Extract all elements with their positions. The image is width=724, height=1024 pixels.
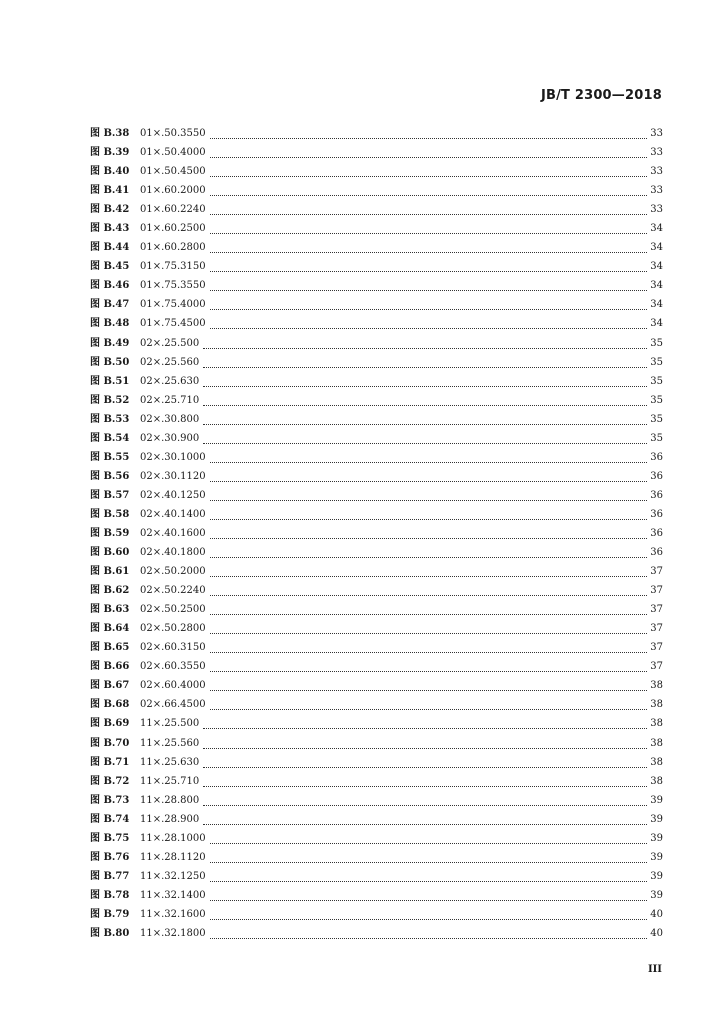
dot-leader (210, 170, 647, 177)
dot-leader (203, 761, 647, 768)
toc-entry[interactable] (90, 791, 663, 810)
page-ref: 35 (650, 356, 663, 368)
table-of-figures (90, 124, 663, 943)
toc-entry[interactable] (90, 410, 663, 429)
page-ref: 36 (650, 470, 663, 482)
toc-entry[interactable] (90, 562, 663, 581)
dot-leader (210, 570, 647, 577)
page-ref: 33 (650, 166, 663, 178)
dot-leader (210, 456, 647, 463)
toc-entry[interactable] (90, 772, 663, 791)
toc-entry[interactable] (90, 276, 663, 295)
toc-entry[interactable] (90, 753, 663, 772)
figure-label: 图 B.65 (90, 642, 130, 654)
figure-label: 图 B.80 (90, 927, 130, 939)
page-ref: 38 (650, 718, 663, 730)
page-ref: 37 (650, 661, 663, 673)
page-ref: 38 (650, 699, 663, 711)
figure-label: 图 B.43 (90, 223, 130, 235)
toc-entry[interactable] (90, 657, 663, 676)
page-ref: 34 (650, 318, 663, 330)
page-ref: 33 (650, 128, 663, 139)
page-ref: 39 (650, 832, 663, 844)
dot-leader (203, 418, 647, 425)
page-ref: 35 (650, 375, 663, 387)
toc-entry[interactable] (90, 695, 663, 714)
figure-label: 图 B.46 (90, 280, 130, 292)
figure-label: 图 B.61 (90, 566, 130, 578)
page-ref: 39 (650, 851, 663, 863)
dot-leader (210, 227, 647, 234)
figure-code: 02×.25.630 (140, 375, 200, 387)
toc-entry[interactable] (90, 886, 663, 905)
figure-label: 图 B.47 (90, 299, 130, 311)
page-ref: 34 (650, 242, 663, 254)
figure-code: 01×.75.3150 (140, 261, 206, 273)
page-ref: 36 (650, 527, 663, 539)
dot-leader (210, 551, 647, 558)
dot-leader (210, 151, 647, 158)
figure-label: 图 B.69 (90, 718, 130, 730)
figure-code: 02×.40.1250 (140, 489, 206, 501)
figure-label: 图 B.41 (90, 185, 130, 197)
dot-leader (210, 875, 647, 882)
page-ref: 36 (650, 489, 663, 501)
dot-leader (203, 437, 647, 444)
dot-leader (210, 303, 647, 310)
figure-label: 图 B.56 (90, 470, 130, 482)
figure-code: 02×.40.1400 (140, 508, 206, 520)
toc-entry[interactable] (90, 924, 663, 943)
page-ref: 35 (650, 394, 663, 406)
toc-entry[interactable] (90, 619, 663, 638)
figure-label: 图 B.52 (90, 394, 130, 406)
figure-label: 图 B.64 (90, 623, 130, 635)
page-ref: 36 (650, 451, 663, 463)
dot-leader (210, 513, 647, 520)
document-number: JB/T 2300—2018 (540, 88, 662, 103)
figure-code: 11×.28.800 (140, 794, 200, 806)
dot-leader (210, 608, 647, 615)
dot-leader (210, 265, 647, 272)
page-ref: 40 (650, 927, 663, 939)
figure-code: 01×.50.4000 (140, 147, 206, 159)
toc-entry[interactable] (90, 810, 663, 829)
page-ref: 34 (650, 223, 663, 235)
figure-label: 图 B.68 (90, 699, 130, 711)
toc-entry[interactable] (90, 200, 663, 219)
figure-label: 图 B.71 (90, 756, 130, 768)
toc-entry[interactable] (90, 257, 663, 276)
toc-entry[interactable] (90, 600, 663, 619)
figure-code: 02×.25.500 (140, 337, 200, 349)
page-ref: 37 (650, 566, 663, 578)
figure-label: 图 B.66 (90, 661, 130, 673)
toc-entry[interactable] (90, 829, 663, 848)
figure-code: 01×.50.4500 (140, 166, 206, 178)
dot-leader (210, 494, 647, 501)
figure-code: 11×.32.1250 (140, 870, 206, 882)
toc-entry[interactable] (90, 467, 663, 486)
figure-label: 图 B.42 (90, 204, 130, 216)
dot-leader (210, 932, 647, 939)
figure-code: 11×.25.500 (140, 718, 200, 730)
dot-leader (210, 646, 647, 653)
page-ref: 35 (650, 337, 663, 349)
toc-entry[interactable] (90, 372, 663, 391)
figure-code: 11×.32.1600 (140, 908, 206, 920)
figure-label: 图 B.55 (90, 451, 130, 463)
figure-label: 图 B.59 (90, 527, 130, 539)
figure-code: 01×.60.2800 (140, 242, 206, 254)
toc-entry[interactable] (90, 448, 663, 467)
figure-label: 图 B.49 (90, 337, 130, 349)
figure-code: 02×.50.2800 (140, 623, 206, 635)
dot-leader (210, 913, 647, 920)
toc-entry[interactable] (90, 181, 663, 200)
dot-leader (210, 894, 647, 901)
figure-label: 图 B.63 (90, 604, 130, 616)
dot-leader (210, 189, 647, 196)
page-ref: 37 (650, 623, 663, 635)
toc-entry[interactable] (90, 848, 663, 867)
figure-label: 图 B.45 (90, 261, 130, 273)
dot-leader (210, 703, 647, 710)
figure-label: 图 B.60 (90, 547, 130, 559)
page-ref: 38 (650, 737, 663, 749)
figure-code: 02×.40.1800 (140, 547, 206, 559)
figure-label: 图 B.38 (90, 128, 130, 139)
dot-leader (210, 627, 647, 634)
dot-leader (210, 856, 647, 863)
figure-code: 02×.60.4000 (140, 680, 206, 692)
figure-code: 02×.30.1120 (140, 470, 206, 482)
page-ref: 37 (650, 585, 663, 597)
dot-leader (203, 342, 647, 349)
figure-code: 01×.75.4500 (140, 318, 206, 330)
page-ref: 33 (650, 185, 663, 197)
dot-leader (210, 665, 647, 672)
page-ref: 36 (650, 547, 663, 559)
figure-code: 11×.25.630 (140, 756, 200, 768)
figure-code: 02×.50.2500 (140, 604, 206, 616)
figure-code: 01×.60.2000 (140, 185, 206, 197)
figure-code: 02×.25.710 (140, 394, 200, 406)
figure-label: 图 B.39 (90, 147, 130, 159)
figure-label: 图 B.67 (90, 680, 130, 692)
dot-leader (210, 837, 647, 844)
dot-leader (203, 742, 647, 749)
page-ref: 39 (650, 870, 663, 882)
dot-leader (210, 132, 647, 139)
toc-entry[interactable] (90, 124, 663, 143)
figure-code: 02×.60.3150 (140, 642, 206, 654)
page-ref: 35 (650, 432, 663, 444)
figure-code: 01×.75.3550 (140, 280, 206, 292)
page-ref: 33 (650, 204, 663, 216)
page-ref: 34 (650, 299, 663, 311)
figure-label: 图 B.40 (90, 166, 130, 178)
figure-label: 图 B.50 (90, 356, 130, 368)
page-number: III (647, 964, 662, 975)
toc-entry[interactable] (90, 334, 663, 353)
figure-label: 图 B.74 (90, 813, 130, 825)
figure-code: 01×.60.2240 (140, 204, 206, 216)
toc-entry[interactable] (90, 734, 663, 753)
page-ref: 39 (650, 813, 663, 825)
figure-label: 图 B.44 (90, 242, 130, 254)
figure-code: 11×.25.710 (140, 775, 200, 787)
toc-entry[interactable] (90, 486, 663, 505)
toc-entry[interactable] (90, 524, 663, 543)
figure-code: 11×.28.1000 (140, 832, 206, 844)
figure-label: 图 B.76 (90, 851, 130, 863)
figure-code: 01×.60.2500 (140, 223, 206, 235)
figure-label: 图 B.70 (90, 737, 130, 749)
figure-code: 02×.40.1600 (140, 527, 206, 539)
page-ref: 39 (650, 889, 663, 901)
figure-code: 02×.50.2240 (140, 585, 206, 597)
figure-label: 图 B.62 (90, 585, 130, 597)
toc-entry[interactable] (90, 714, 663, 733)
figure-label: 图 B.58 (90, 508, 130, 520)
dot-leader (210, 322, 647, 329)
figure-code: 11×.25.560 (140, 737, 200, 749)
figure-label: 图 B.54 (90, 432, 130, 444)
dot-leader (203, 399, 647, 406)
page-ref: 36 (650, 508, 663, 520)
figure-code: 02×.50.2000 (140, 566, 206, 578)
dot-leader (210, 532, 647, 539)
figure-code: 11×.32.1400 (140, 889, 206, 901)
page-ref: 34 (650, 280, 663, 292)
toc-entry[interactable] (90, 543, 663, 562)
page-ref: 33 (650, 147, 663, 159)
dot-leader (210, 589, 647, 596)
page-ref: 38 (650, 680, 663, 692)
toc-entry[interactable] (90, 238, 663, 257)
figure-code: 02×.30.1000 (140, 451, 206, 463)
figure-code: 11×.28.1120 (140, 851, 206, 863)
dot-leader (210, 208, 647, 215)
dot-leader (203, 799, 647, 806)
page-ref: 35 (650, 413, 663, 425)
figure-label: 图 B.79 (90, 908, 130, 920)
toc-entry[interactable] (90, 314, 663, 333)
figure-label: 图 B.48 (90, 318, 130, 330)
dot-leader (203, 722, 647, 729)
figure-code: 11×.32.1800 (140, 927, 206, 939)
dot-leader (203, 361, 647, 368)
page-ref: 34 (650, 261, 663, 273)
toc-entry[interactable] (90, 219, 663, 238)
toc-entry[interactable] (90, 353, 663, 372)
toc-entry[interactable] (90, 581, 663, 600)
figure-code: 01×.75.4000 (140, 299, 206, 311)
figure-label: 图 B.51 (90, 375, 130, 387)
toc-entry[interactable] (90, 638, 663, 657)
toc-entry[interactable] (90, 143, 663, 162)
figure-label: 图 B.73 (90, 794, 130, 806)
figure-label: 图 B.57 (90, 489, 130, 501)
toc-entry[interactable] (90, 676, 663, 695)
figure-label: 图 B.53 (90, 413, 130, 425)
toc-entry[interactable] (90, 391, 663, 410)
figure-code: 02×.66.4500 (140, 699, 206, 711)
figure-code: 01×.50.3550 (140, 128, 206, 139)
dot-leader (210, 475, 647, 482)
page-ref: 40 (650, 908, 663, 920)
dot-leader (210, 246, 647, 253)
dot-leader (210, 284, 647, 291)
figure-label: 图 B.72 (90, 775, 130, 787)
toc-entry[interactable] (90, 905, 663, 924)
toc-entry[interactable] (90, 505, 663, 524)
toc-entry[interactable] (90, 295, 663, 314)
page-ref: 38 (650, 756, 663, 768)
figure-code: 02×.25.560 (140, 356, 200, 368)
dot-leader (203, 780, 647, 787)
toc-entry[interactable] (90, 162, 663, 181)
figure-code: 02×.30.800 (140, 413, 200, 425)
figure-code: 11×.28.900 (140, 813, 200, 825)
dot-leader (203, 818, 647, 825)
figure-label: 图 B.75 (90, 832, 130, 844)
page-ref: 39 (650, 794, 663, 806)
page-ref: 37 (650, 642, 663, 654)
dot-leader (210, 684, 647, 691)
page-ref: 37 (650, 604, 663, 616)
figure-label: 图 B.78 (90, 889, 130, 901)
figure-label: 图 B.77 (90, 870, 130, 882)
toc-entry[interactable] (90, 429, 663, 448)
page-ref: 38 (650, 775, 663, 787)
figure-code: 02×.60.3550 (140, 661, 206, 673)
toc-entry[interactable] (90, 867, 663, 886)
dot-leader (203, 380, 647, 387)
figure-code: 02×.30.900 (140, 432, 200, 444)
